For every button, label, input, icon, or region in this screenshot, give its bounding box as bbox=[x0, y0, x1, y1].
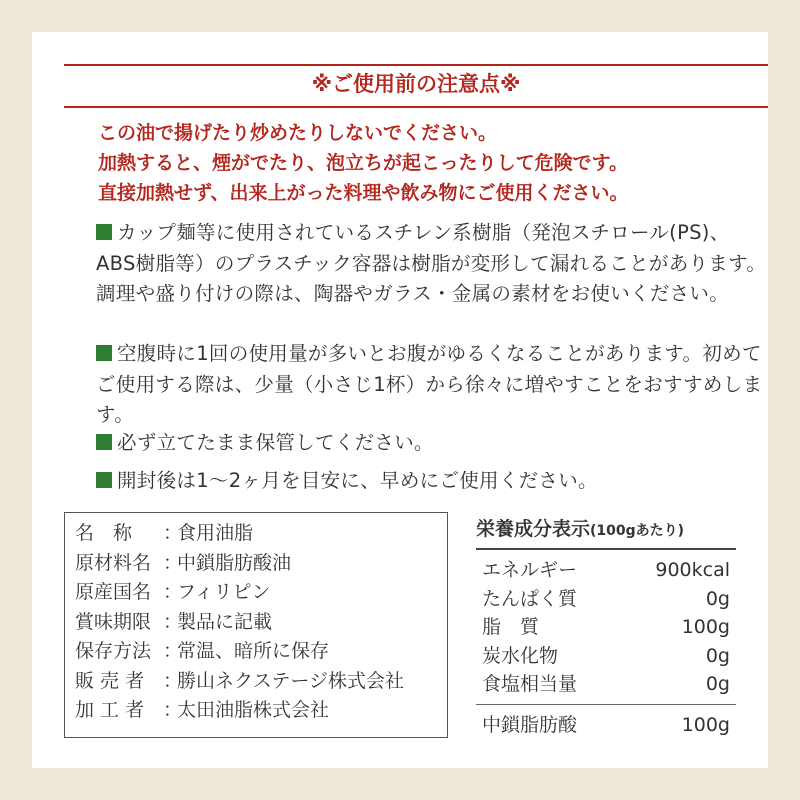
info-value: フィリピン bbox=[177, 581, 271, 603]
info-row bbox=[75, 519, 447, 549]
info-colon: ： bbox=[163, 669, 183, 692]
note-item bbox=[96, 339, 768, 431]
info-label: 原産国名 bbox=[75, 581, 152, 603]
info-value: 常温、暗所に保存 bbox=[177, 640, 330, 662]
product-info-box bbox=[64, 512, 448, 738]
square-bullet-icon bbox=[96, 434, 112, 450]
info-row bbox=[75, 637, 447, 667]
nutrition-row bbox=[476, 556, 736, 585]
nutrition-row bbox=[476, 670, 736, 699]
warning-line: 直接加熱せず、出来上がった料理や飲み物にご使用ください。 bbox=[98, 182, 629, 204]
nutrient-value: 100g bbox=[681, 616, 730, 638]
nutrition-row-mcfa bbox=[476, 711, 736, 740]
note-text: 必ず立てたまま保管してください。 bbox=[117, 431, 434, 454]
header-bottom-rule bbox=[64, 106, 768, 108]
info-colon: ： bbox=[163, 581, 183, 603]
nutrient-name: 炭水化物 bbox=[482, 644, 559, 667]
nutrition-row bbox=[476, 585, 736, 614]
note-text: カップ麺等に使用されているスチレン系樹脂（発泡スチロール(PS)、ABS樹脂等）のプラスチック容器は樹脂が変形して漏れることがあります。調理や盛り付けの際は、陶器やガラス・金属の素材をお使いください。 bbox=[96, 221, 767, 305]
nutrient-name: 脂 質 bbox=[482, 616, 540, 638]
info-value: 製品に記載 bbox=[177, 610, 273, 633]
nutrient-name: エネルギー bbox=[482, 559, 578, 581]
info-label: 原材料名 bbox=[75, 551, 152, 574]
info-row bbox=[75, 608, 447, 638]
nutrient-name: 中鎖脂肪酸 bbox=[482, 713, 578, 736]
info-row bbox=[75, 549, 447, 579]
info-label: 名 称 bbox=[75, 522, 133, 544]
nutrition-row bbox=[476, 642, 736, 671]
nutrition-facts bbox=[476, 512, 736, 739]
warning-line: この油で揚げたり炒めたりしないでください。 bbox=[98, 122, 498, 144]
info-row bbox=[75, 667, 447, 697]
warning-line: 加熱すると、煙がでたり、泡立ちが起こったりして危険です。 bbox=[98, 152, 629, 174]
square-bullet-icon bbox=[96, 224, 112, 240]
nutrition-row bbox=[476, 613, 736, 642]
info-row bbox=[75, 578, 447, 608]
info-label: 賞味期限 bbox=[75, 610, 152, 633]
info-colon: ： bbox=[163, 640, 183, 662]
caution-title: ※ご使用前の注意点※ bbox=[311, 72, 521, 96]
nutrient-name: 食塩相当量 bbox=[482, 673, 578, 695]
info-value: 太田油脂株式会社 bbox=[177, 699, 330, 721]
info-value: 食用油脂 bbox=[177, 522, 254, 544]
header-top-rule bbox=[64, 64, 768, 66]
nutrient-value: 100g bbox=[681, 713, 730, 736]
square-bullet-icon bbox=[96, 345, 112, 361]
note-text: 空腹時に1回の使用量が多いとお腹がゆるくなることがあります。初めてご使用する際は、少量（小さじ1杯）から徐々に増やすことをおすすめします。 bbox=[96, 342, 763, 426]
nutrient-value: 0g bbox=[705, 673, 730, 695]
info-label: 販 売 者 bbox=[75, 669, 145, 692]
note-item bbox=[96, 218, 768, 310]
note-item bbox=[96, 428, 768, 459]
info-colon: ： bbox=[163, 551, 183, 574]
info-value: 勝山ネクステージ株式会社 bbox=[177, 669, 405, 692]
nutrient-value: 0g bbox=[705, 644, 730, 667]
nutrition-basis: (100gあたり) bbox=[590, 523, 685, 539]
info-row bbox=[75, 696, 447, 726]
info-colon: ： bbox=[163, 699, 183, 721]
nutrient-value: 0g bbox=[705, 587, 730, 610]
info-colon: ： bbox=[163, 610, 183, 633]
info-label: 加 工 者 bbox=[75, 699, 145, 721]
info-label: 保存方法 bbox=[75, 640, 152, 662]
nutrition-title bbox=[476, 512, 736, 548]
nutrient-value: 900kcal bbox=[655, 559, 730, 581]
square-bullet-icon bbox=[96, 472, 112, 488]
note-text: 開封後は1～2ヶ月を目安に、早めにご使用ください。 bbox=[117, 469, 598, 492]
info-colon: ： bbox=[163, 522, 183, 544]
nutrient-name: たんぱく質 bbox=[482, 587, 578, 610]
info-value: 中鎖脂肪酸油 bbox=[177, 551, 292, 574]
nutrition-heading: 栄養成分表示 bbox=[476, 518, 591, 540]
note-item bbox=[96, 466, 768, 497]
